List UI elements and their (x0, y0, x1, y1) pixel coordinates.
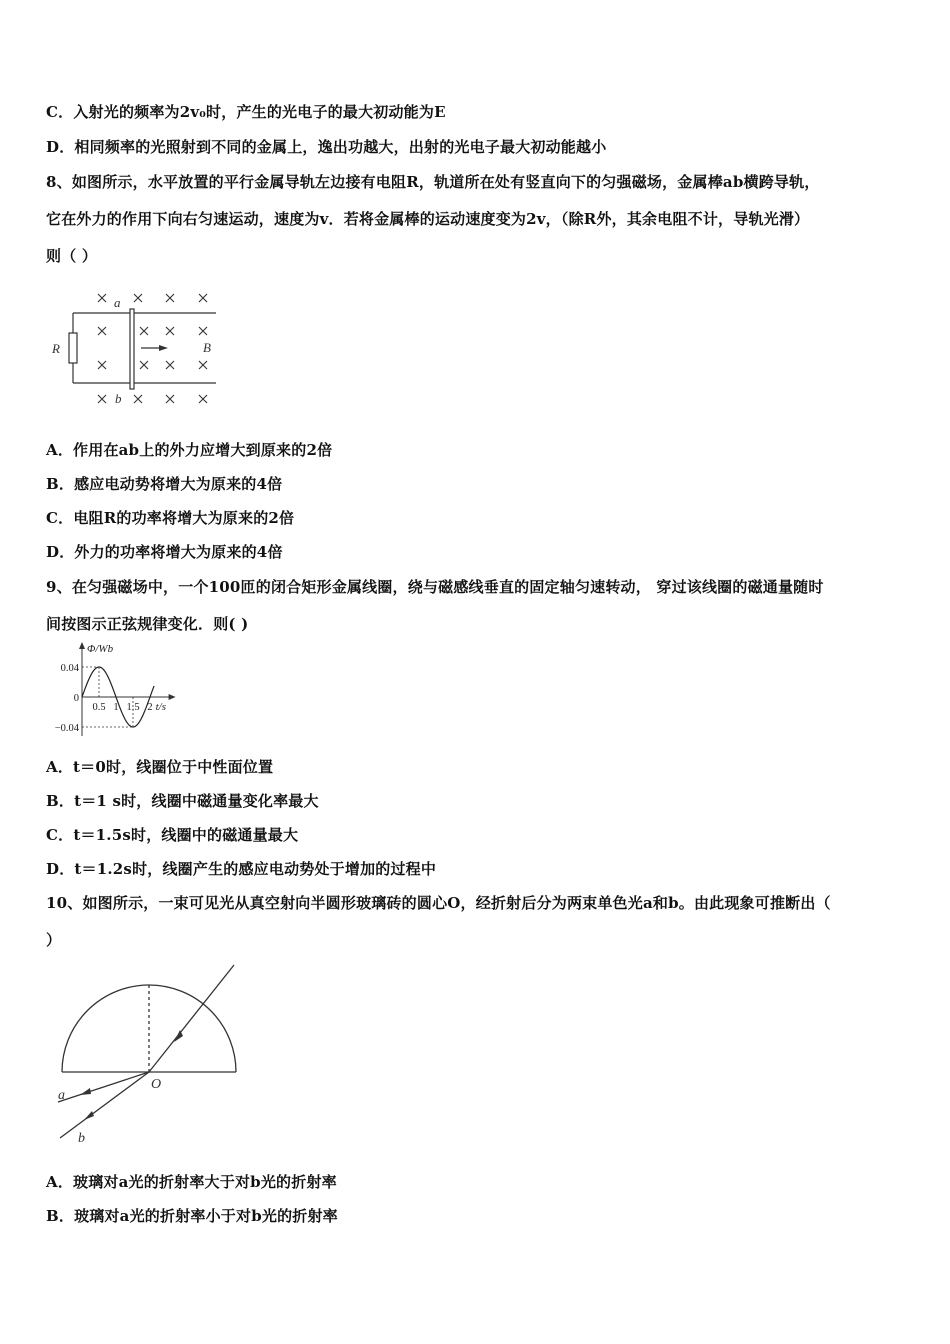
q7-option-c: C．入射光的频率为2v₀时，产生的光电子的最大初动能为E (46, 103, 446, 121)
q10-option-a: A．玻璃对a光的折射率大于对b光的折射率 (46, 1173, 337, 1191)
q8-stem-line3: 则（ ） (46, 247, 98, 265)
label-B: B (203, 340, 211, 355)
q8-option-b: B．感应电动势将增大为原来的4倍 (46, 475, 283, 493)
x-axis-label: t/s (155, 701, 167, 713)
q8-option-c: C．电阻R的功率将增大为原来的2倍 (46, 509, 295, 527)
y-axis-arrow-icon (79, 642, 85, 649)
x-tick-label: 2 (147, 702, 153, 713)
q8-stem-line2: 它在外力的作用下向右匀速运动，速度为v．若将金属棒的运动速度变为2v，（除R外，其余电阻不计，导轨光滑） (46, 210, 810, 228)
q9-option-a: A．t＝0时，线圈位于中性面位置 (46, 758, 274, 776)
q10-stem-line2: ） (46, 931, 62, 949)
label-b: b (115, 391, 122, 406)
y-tick-label: −0.04 (54, 723, 79, 734)
q10-stem-line1: 10、如图所示，一束可见光从真空射向半圆形玻璃砖的圆心O，经折射后分为两束单色光a和b。由此现象可推断出（ (46, 894, 831, 912)
label-O: O (151, 1077, 162, 1092)
q9-option-b: B．t＝1 s时，线圈中磁通量变化率最大 (46, 792, 319, 810)
q7-option-d: D．相同频率的光照射到不同的金属上，逸出功越大，出射的光电子最大初动能越小 (46, 138, 607, 156)
label-b: b (78, 1131, 85, 1146)
y-tick-label: 0 (73, 693, 79, 704)
q9-option-c: C．t＝1.5s时，线圈中的磁通量最大 (46, 826, 299, 844)
q10-option-b: B．玻璃对a光的折射率小于对b光的折射率 (46, 1207, 338, 1225)
q9-option-d: D．t＝1.2s时，线圈产生的感应电动势处于增加的过程中 (46, 860, 437, 878)
flux-chart (44, 640, 194, 740)
incident-ray (149, 965, 234, 1072)
q9-stem-line1: 9、在匀强磁场中，一个100匝的闭合矩形金属线圈，绕与磁感线垂直的固定轴匀速转动， 穿过该线圈的磁通量随时 (46, 578, 824, 596)
ray-a (58, 1072, 149, 1102)
ray-b-arrow-icon (84, 1111, 94, 1120)
label-R: R (52, 341, 60, 356)
q8-stem-line1: 8、如图所示，水平放置的平行金属导轨左边接有电阻R，轨道所在处有竖直向下的匀强磁场，金属棒ab横跨导轨， (46, 173, 820, 191)
y-axis-label: Φ/Wb (87, 643, 114, 655)
velocity-arrow-head (159, 345, 168, 351)
x-tick-label: 1 (113, 702, 119, 713)
x-tick-label: 1.5 (126, 702, 140, 713)
q8-option-d: D．外力的功率将增大为原来的4倍 (46, 543, 283, 561)
resistor-symbol (69, 333, 77, 363)
metal-rod (130, 309, 134, 389)
label-a: a (114, 295, 121, 310)
x-axis-arrow-icon (169, 694, 176, 700)
x-tick-label: 0.5 (92, 702, 106, 713)
q8-option-a: A．作用在ab上的外力应增大到原来的2倍 (46, 441, 333, 459)
q9-stem-line2: 间按图示正弦规律变化．则( ) (46, 615, 249, 633)
y-tick-label: 0.04 (60, 663, 79, 674)
label-a: a (58, 1088, 65, 1103)
q8-rail-figure (48, 285, 223, 415)
ray-b (60, 1072, 149, 1138)
q10-semicircle-figure (50, 960, 250, 1150)
ray-a-arrow-icon (80, 1088, 91, 1095)
